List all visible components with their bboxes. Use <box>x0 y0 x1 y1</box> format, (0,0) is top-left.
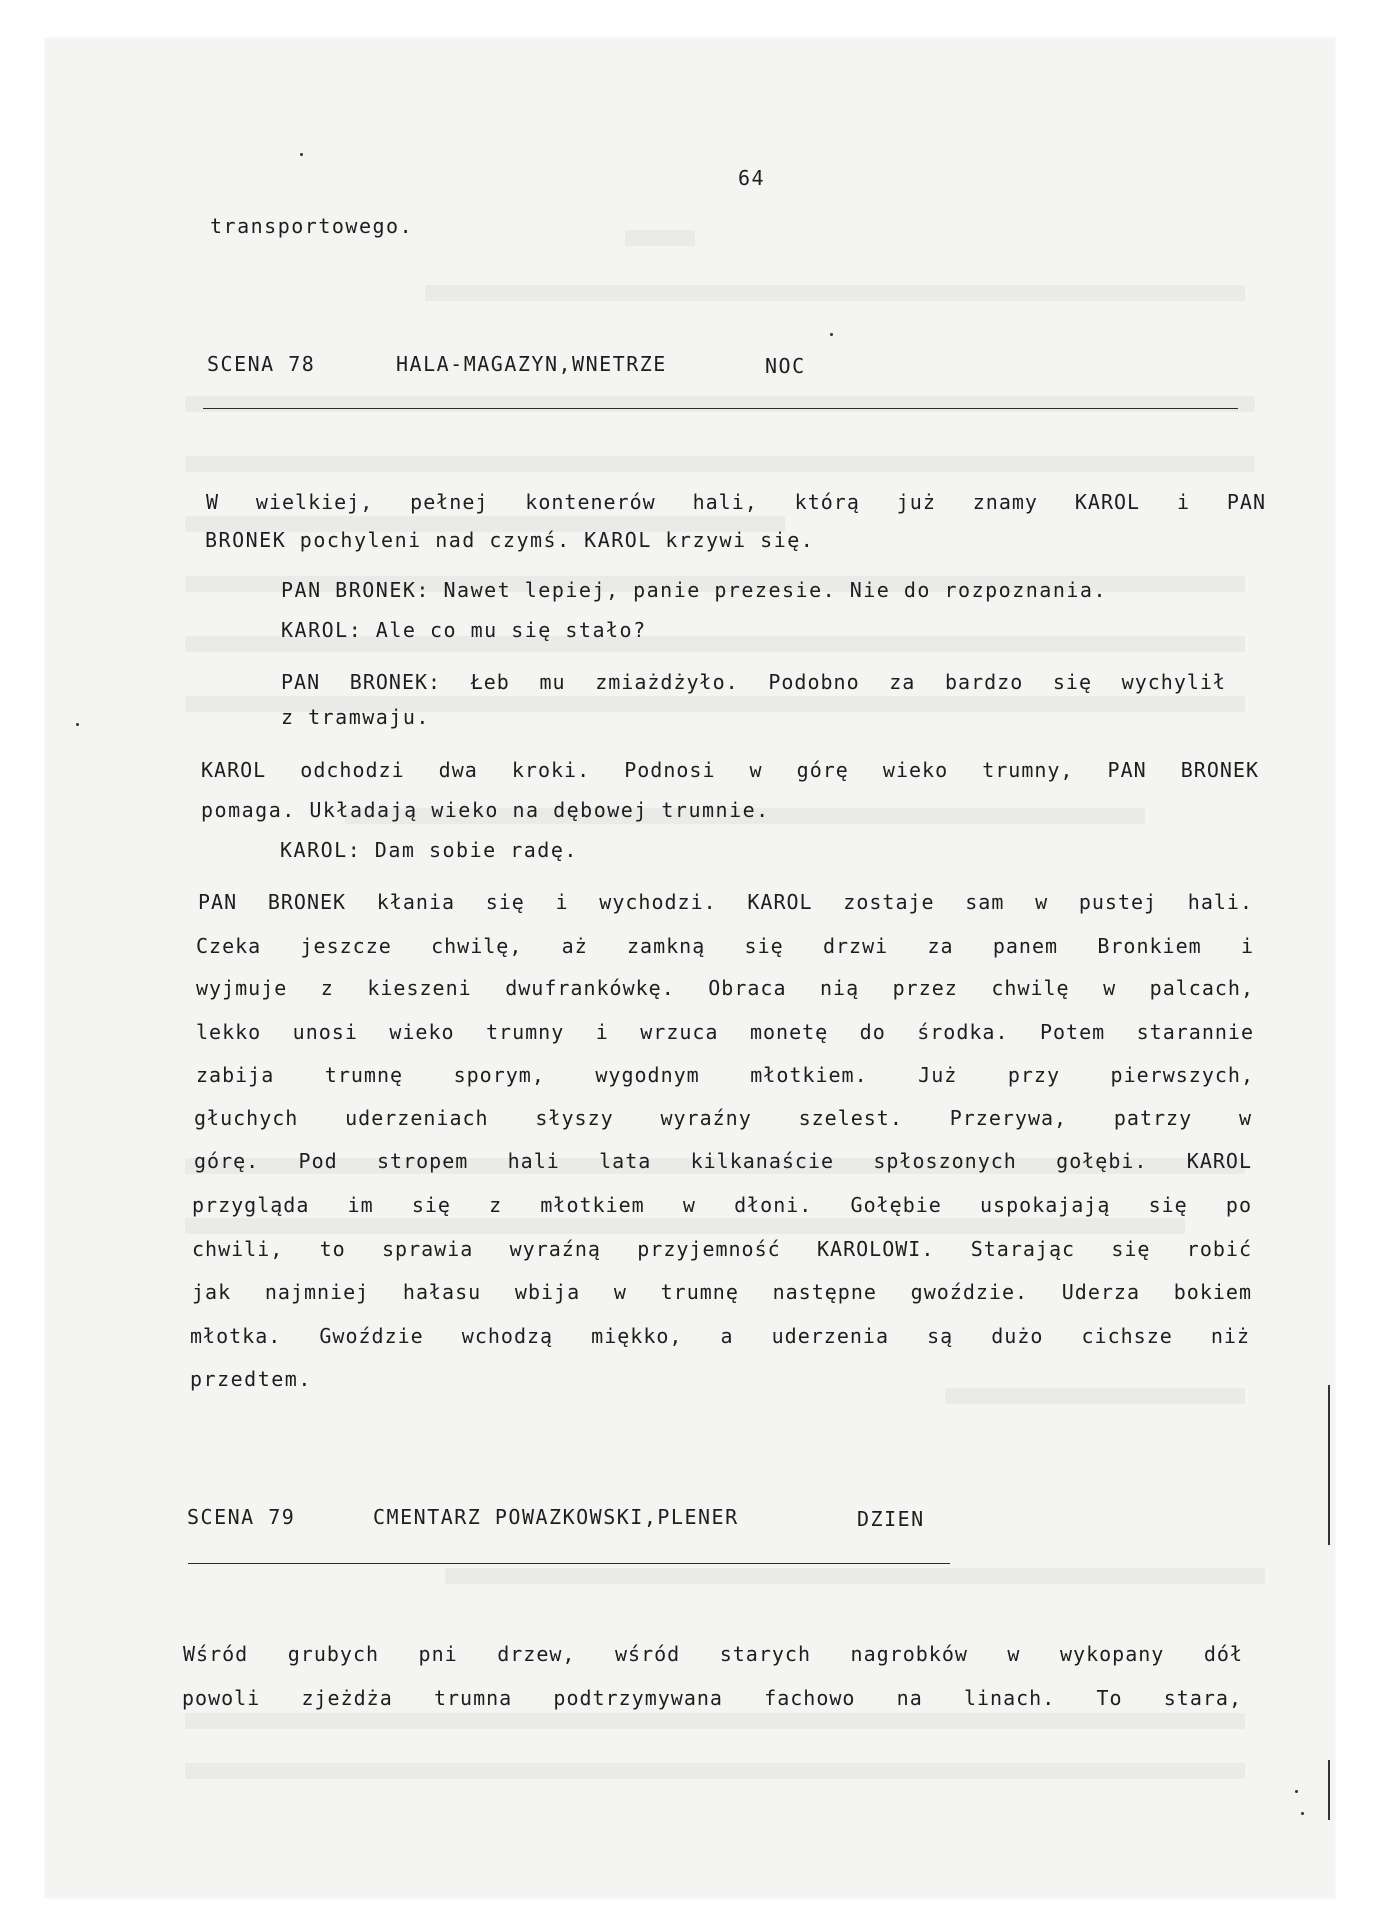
scene-78-para-line-11: młotka. Gwoździe wchodzą miękko, a uderzenia są dużo cichsze niż <box>190 1324 1250 1348</box>
scene-78-para-line-6: głuchych uderzeniach słyszy wyraźny szelest. Przerywa, patrzy w <box>194 1106 1252 1130</box>
scene-79-label: SCENA 79 <box>187 1505 296 1529</box>
scene-78-para-line-5: zabija trumnę sporym, wygodnym młotkiem. Już przy pierwszych, <box>196 1063 1254 1087</box>
scene-78-para-line-8: przygląda im się z młotkiem w dłoni. Gołębie uspokajają się po <box>192 1193 1252 1217</box>
scene-78-para-line-12: przedtem. <box>190 1367 312 1391</box>
speck <box>300 153 303 156</box>
scene-78-dialogue-1: PAN BRONEK: Nawet lepiej, panie prezesie. Nie do rozpoznania. <box>281 578 1108 602</box>
scene-78-para-line-3: wyjmuje z kieszeni dwufrankówkę. Obraca nią przez chwilę w palcach, <box>196 976 1254 1000</box>
scene-78-line-1: W wielkiej, pełnej kontenerów hali, którą już znamy KAROL i PAN <box>206 490 1266 514</box>
scene-78-line-3: KAROL odchodzi dwa kroki. Podnosi w górę wieko trumny, PAN BRONEK <box>201 758 1259 782</box>
scene-78-para-line-2: Czeka jeszcze chwilę, aż zamkną się drzwi za panem Bronkiem i <box>196 934 1254 958</box>
paper-sheet <box>45 38 1335 1898</box>
scene-78-dialogue-3-cont: z tramwaju. <box>281 705 430 729</box>
speck <box>76 723 79 726</box>
scene-78-underline <box>203 408 1238 409</box>
continuation-line: transportowego. <box>210 214 414 238</box>
scene-78-dialogue-4: KAROL: Dam sobie radę. <box>280 838 578 862</box>
scene-78-label: SCENA 78 <box>207 352 316 376</box>
edge-mark <box>1328 1760 1330 1820</box>
edge-mark <box>1328 1385 1330 1545</box>
scene-79-location: CMENTARZ POWAZKOWSKI,PLENER <box>373 1505 739 1529</box>
scene-78-dialogue-3: PAN BRONEK: Łeb mu zmiażdżyło. Podobno za bardzo się wychylił <box>281 670 1226 694</box>
scene-79-line-1: Wśród grubych pni drzew, wśród starych nagrobków w wykopany dół <box>183 1642 1243 1666</box>
scene-78-para-line-9: chwili, to sprawia wyraźną przyjemność KAROLOWI. Starając się robić <box>192 1237 1252 1261</box>
scene-78-para-line-1: PAN BRONEK kłania się i wychodzi. KAROL zostaje sam w pustej hali. <box>198 890 1253 914</box>
scene-78-para-line-7: górę. Pod stropem hali lata kilkanaście spłoszonych gołębi. KAROL <box>194 1149 1252 1173</box>
scene-79-underline <box>188 1563 950 1564</box>
scene-78-para-line-4: lekko unosi wieko trumny i wrzuca monetę do środka. Potem starannie <box>196 1020 1254 1044</box>
scene-79-line-2: powoli zjeżdża trumna podtrzymywana fachowo na linach. To stara, <box>182 1686 1242 1710</box>
scene-78-time: NOC <box>765 354 806 378</box>
speck <box>830 333 833 336</box>
speck <box>1301 1812 1304 1815</box>
scene-78-location: HALA-MAGAZYN,WNETRZE <box>396 352 667 376</box>
scene-78-para-line-10: jak najmniej hałasu wbija w trumnę następne gwoździe. Uderza bokiem <box>192 1280 1252 1304</box>
scene-79-time: DZIEN <box>857 1507 925 1531</box>
scene-78-line-2: BRONEK pochyleni nad czymś. KAROL krzywi się. <box>205 528 815 552</box>
speck <box>1295 1790 1298 1793</box>
scene-78-dialogue-2: KAROL: Ale co mu się stało? <box>281 618 647 642</box>
page-number: 64 <box>738 166 766 190</box>
scene-78-line-4: pomaga. Układają wieko na dębowej trumnie. <box>201 798 770 822</box>
